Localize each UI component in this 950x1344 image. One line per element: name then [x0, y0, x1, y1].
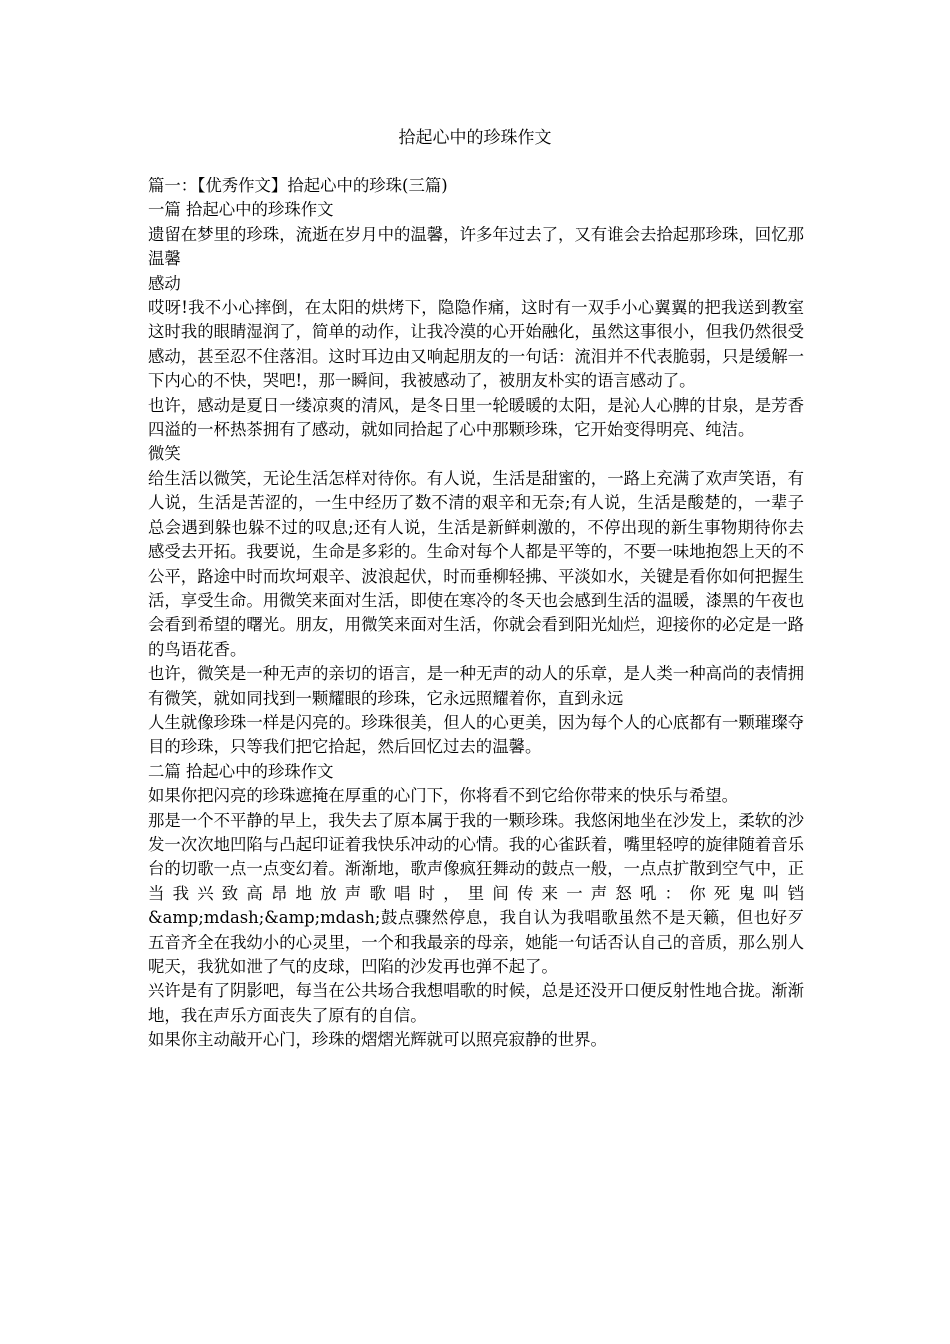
document-body [148, 174, 804, 1053]
paragraph: 如果你把闪亮的珍珠遮掩在厚重的心门下，你将看不到它给你带来的快乐与希望。 [148, 786, 739, 806]
paragraph: 给生活以微笑，无论生活怎样对待你。有人说，生活是甜蜜的，一路上充满了欢声笑语，有人说，生活是苦涩的，一生中经历了数不清的艰辛和无奈;有人说，生活是酸楚的，一辈子总会遇到躲也躲不过的叹息;还有人说，生活是新鲜刺激的，不停出现的新生事物期待你去感受去开拓。我要说，生命是多彩的。生命对每个人都是平等的，不要一味地抱怨上天的不公平，路途中时而坎坷艰辛、波浪起伏，时而垂柳轻拂、平淡如水，关键是看你如何把握生活，享受生命。用微笑来面对生活，即使在寒冷的冬天也会感到生活的温暖，漆黑的午夜也会看到希望的曙光。朋友，用微笑来面对生活，你就会看到阳光灿烂，迎接你的必定是一路的鸟语花香。 [148, 468, 804, 659]
paragraph: 也许，微笑是一种无声的亲切的语言，是一种无声的动人的乐章，是人类一种高尚的表情拥有微笑，就如同找到一颗耀眼的珍珠，它永远照耀着你，直到永远 [148, 664, 804, 708]
section-heading-pian-yi: 篇一：【优秀作文】拾起心中的珍珠(三篇) [148, 176, 448, 195]
paragraph: 遗留在梦里的珍珠，流逝在岁月中的温馨，许多年过去了，又有谁会去拾起那珍珠，回忆那温馨 [148, 224, 804, 269]
subsection-heading-2: 二篇 拾起心中的珍珠作文 [148, 761, 334, 781]
subheading-weixiao: 微笑 [148, 444, 181, 464]
document-title: 拾起心中的珍珠作文 [398, 128, 552, 148]
paragraph: 也许，感动是夏日一缕凉爽的清风，是冬日里一轮暖暖的太阳，是沁人心脾的甘泉，是芳香四溢的一杯热茶拥有了感动，就如同拾起了心中那颗珍珠，它开始变得明亮、纯洁。 [148, 395, 804, 440]
subsection-heading-1: 一篇 拾起心中的珍珠作文 [148, 200, 334, 220]
paragraph: 哎呀!我不小心摔倒，在太阳的烘烤下，隐隐作痛，这时有一双手小心翼翼的把我送到教室这时我的眼睛湿润了，简单的动作，让我冷漠的心开始融化，虽然这事很小，但我仍然很受感动，甚至忍不住落泪。这时耳边由又响起朋友的一句话：流泪并不代表脆弱，只是缓解一下内心的不快，哭吧!，那一瞬间，我被感动了，被朋友朴实的语言感动了。 [148, 298, 804, 391]
paragraph: 人生就像珍珠一样是闪亮的。珍珠很美，但人的心更美，因为每个人的心底都有一颗璀璨夺目的珍珠，只等我们把它拾起，然后回忆过去的温馨。 [148, 712, 804, 757]
subheading-gandong: 感动 [148, 273, 181, 293]
paragraph: 那是一个不平静的早上，我失去了原本属于我的一颗珍珠。我悠闲地坐在沙发上，柔软的沙发一次次地凹陷与凸起印证着我快乐冲动的心情。我的心雀跃着，嘴里轻哼的旋律随着音乐台的切歌一点一点变幻着。渐渐地，歌声像疯狂舞动的鼓点一般，一点点扩散到空气中，正当我兴致高昂地放声歌唱时，里间传来一声怒吼：你死鬼叫铛&amp;mdash;&amp;mdash;鼓点骤然停息，我自认为我唱歌虽然不是天籁，但也好歹五音齐全在我幼小的心灵里，一个和我最亲的母亲，她能一句话否认自己的音质，那么别人呢天，我犹如泄了气的皮球，凹陷的沙发再也弹不起了。 [148, 810, 804, 976]
paragraph: 兴许是有了阴影吧，每当在公共场合我想唱歌的时候，总是还没开口便反射性地合拢。渐渐地，我在声乐方面丧失了原有的自信。 [148, 981, 804, 1025]
paragraph: 如果你主动敲开心门，珍珠的熠熠光辉就可以照亮寂静的世界。 [148, 1030, 607, 1050]
